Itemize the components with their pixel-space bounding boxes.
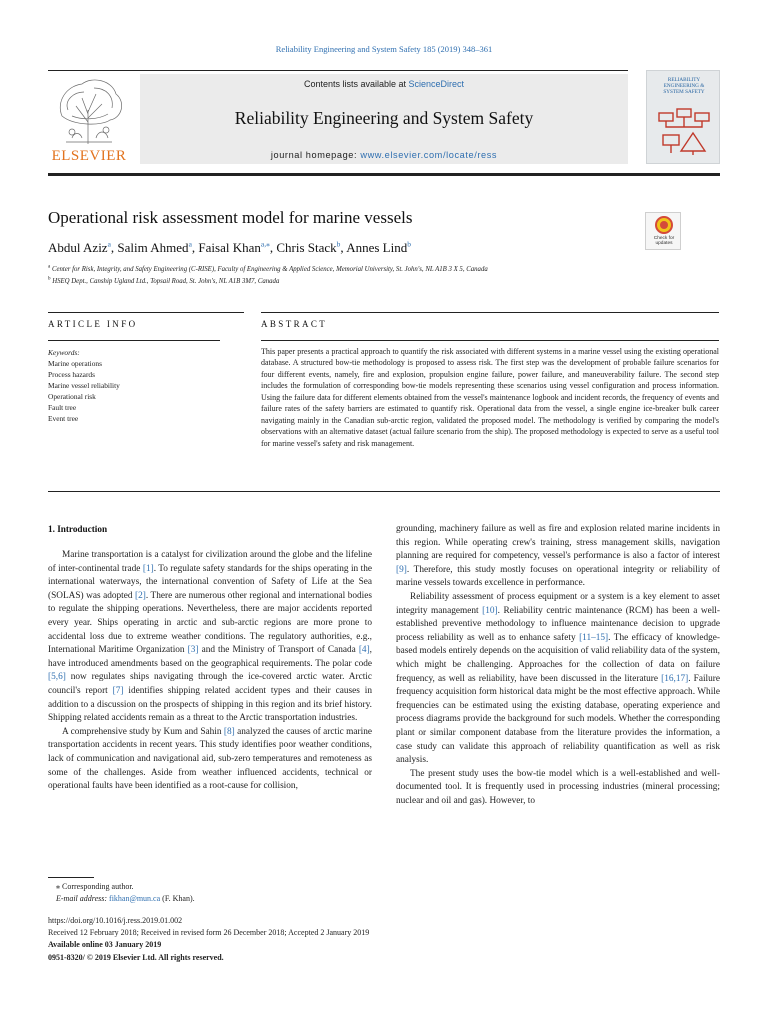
banner-bottom-rule <box>48 173 720 176</box>
author-name[interactable]: Salim Ahmed <box>117 240 189 255</box>
reference-link[interactable]: [2] <box>135 590 146 601</box>
intro-heading: 1. Introduction <box>48 524 108 534</box>
paragraph-text: and the Ministry of Transport of Canada <box>198 645 359 656</box>
reference-link[interactable]: [10] <box>482 605 498 616</box>
cover-diagram-icon <box>653 107 715 159</box>
paragraph-text: , have introduced amendments based on the geographical requirements. The polar code <box>48 645 372 669</box>
cover-title: RELIABILITY ENGINEERING & SYSTEM SAFETY <box>663 77 705 95</box>
reference-link[interactable]: [9] <box>396 564 407 575</box>
paragraph-text: . The efficacy of knowledge-based models entirely depends on the acquisition of valid reliability data of the system, which might be challenging. Approaches for the collection of data on failure frequency, as well as reliability, have been discussed in the literature <box>396 632 720 684</box>
paragraph-text: Reliability assessment of process equipment or a system is a key element to asset integrity management <box>396 591 720 616</box>
check-updates-text: Check for updates <box>653 236 675 246</box>
keyword-item: Fault tree <box>48 403 77 412</box>
author-separator: , <box>110 240 118 255</box>
header-rule <box>48 70 628 71</box>
paragraph-text: grounding, machinery failure as well as fire and explosion related marine incidents in this region. While operating crew's training, stress management skills, navigation planning are required for competency, vessel's performance is also a factor of interest <box>396 524 720 562</box>
paragraph-text: . Therefore, this study mostly focuses on operational integrity or reliability of marine vessels towards excellence in performance. <box>396 564 720 589</box>
paragraph-text: analyzed the causes of arctic marine transportation accidents in recent years. This study identifies poor weather conditions, lack of communication and navigational aid, sub-zero temperatures and remoteness as some of the challenges. Aside from weather influenced accidents, technical or operational faults have been identified as a root-cause for collision, <box>48 726 372 792</box>
author-affiliation-mark[interactable]: a <box>107 239 111 249</box>
reference-link[interactable]: [11–15] <box>579 632 609 643</box>
elsevier-wordmark: ELSEVIER <box>51 148 127 164</box>
sciencedirect-link[interactable]: ScienceDirect <box>408 79 465 89</box>
abstract-bottom-rule <box>48 491 720 492</box>
right-column <box>396 523 720 808</box>
reference-link[interactable]: [8] <box>223 726 235 737</box>
author-name[interactable]: Annes Lind <box>346 240 408 255</box>
paragraph-text: . There are numerous other regional and international bodies to regulate the shipping operations. Nevertheless, there are major accidents reported every year. Ships operating in arctic and sub-arctic regions are more prone to accidental loss due to extreme weather conditions. The regulatory authorities, e.g., International Maritime Organization <box>48 590 372 656</box>
journal-title: Reliability Engineering and System Safety <box>234 108 534 128</box>
footnote-rule <box>48 877 94 878</box>
article-info-heading: ARTICLE INFO <box>48 319 138 329</box>
paragraph-text: . Reliability centric maintenance (RCM) has been a well-established preventive methodology to influence maintenance decision to upgrade process reliability as well as to enhance safety <box>396 605 720 643</box>
reference-link[interactable]: [7] <box>112 685 124 696</box>
reference-link[interactable]: [4] <box>358 645 370 656</box>
paragraph-text: . Failure frequency acquisition form historical data might be the most effective approach. While frequencies can be estimated using the existing database, operating experience and process diagrams provide the background for such models. Whether the corresponding plant or similar component database from the literature provides the information, a case study can validate this approach of reliability quantification as well as risk analysis. <box>396 673 720 766</box>
abstract-top-rule <box>261 340 719 341</box>
journal-banner <box>140 74 628 164</box>
homepage-link[interactable]: www.elsevier.com/locate/ress <box>360 150 498 160</box>
elsevier-logo[interactable] <box>48 74 130 166</box>
paragraph-text: identifies shipping related accident types and their causes in addition to a discussion on the prospects of shipping in this region and its brief history. Shipping related accidents remain as a threat to the Arctic transportation industries. <box>48 685 372 724</box>
paragraph-text: . To regulate safety standards for the ships operating in the international waterways, the international convention of Safety of Life at the Sea (SOLAS) was adopted <box>48 563 372 601</box>
received-dates: Received 12 February 2018; Received in revised form 26 December 2018; Accepted 2 January 2019 <box>48 928 370 937</box>
left-column <box>48 549 372 794</box>
author-affiliation-mark[interactable]: b <box>336 239 341 249</box>
article-info-rule <box>48 312 244 313</box>
author-affiliation-mark[interactable]: a <box>188 239 192 249</box>
author-list <box>48 240 411 256</box>
affiliation-a: $^a$ Center for Risk, Integrity, and Safety Engineering (C-RISE), Faculty of Engineering & Applied Science, Memorial University, St. John's, NL A1B 3 X 5, Canada <box>48 264 488 273</box>
author-separator: , <box>340 240 347 255</box>
keywords-label: Keywords: <box>48 348 80 357</box>
keyword-item: Operational risk <box>48 392 96 401</box>
corresponding-author-note: ⁎ Corresponding author. <box>56 882 134 891</box>
intro-paragraph <box>396 768 720 809</box>
abstract-rule <box>261 312 719 313</box>
email-note: E-mail address: fikhan@mun.ca (F. Khan). <box>56 894 195 903</box>
paragraph-text: now regulates ships navigating through the ice-covered arctic water. Arctic council's report <box>48 672 372 696</box>
doi-link[interactable]: https://doi.org/10.1016/j.ress.2019.01.002 <box>48 916 183 925</box>
keywords-rule <box>48 340 220 341</box>
author-separator: , <box>191 240 199 255</box>
copyright: 0951-8320/ © 2019 Elsevier Ltd. All rights reserved. <box>48 953 224 962</box>
available-online: Available online 03 January 2019 <box>48 940 162 949</box>
check-updates-icon <box>655 216 673 234</box>
journal-cover[interactable] <box>646 70 720 164</box>
elsevier-tree-icon <box>52 76 126 146</box>
intro-paragraph <box>396 523 720 591</box>
reference-link[interactable]: [16,17] <box>661 673 689 684</box>
check-for-updates-badge[interactable] <box>645 212 681 250</box>
paragraph-text: Marine transportation is a catalyst for civilization around the globe and the lifeline of inter-continental trade <box>48 550 372 574</box>
journal-citation[interactable]: Reliability Engineering and System Safety 185 (2019) 348–361 <box>275 44 493 54</box>
email-link[interactable]: fikhan@mun.ca <box>109 894 161 903</box>
paragraph-text: The present study uses the bow-tie model which is a well-established and well-documented tool. It is frequently used in processing industries (mineral processing; nuclear and oil and gas). However, to <box>396 768 720 806</box>
keyword-item: Process hazards <box>48 370 95 379</box>
paper-title: Operational risk assessment model for marine vessels <box>48 208 413 227</box>
intro-paragraph <box>48 726 372 794</box>
abstract-text: This paper presents a practical approach to quantify the risk associated with different systems in a marine vessel using the existing operational database. A structured bow-tie methodology is proposed to assess risk. The first step was the development of probable failure scenarios for four different events, namely, fire and explosion, propulsion engine failure, power failure, and maneuverability failure. The second step includes the formulation of corresponding bow-tie models representing these scenarios using vessel configuration and process information. Using the failure data for different elements obtained from the vessel's maintenance logbook and incident records, the frequency of events and failure rates of the safety barriers are estimated to quantify risk. Operational data from the vessel, a single engine ice-breaker bulk career navigating mainly in the Canadian sub-arctic region, validated the proposed model. The methodology is verified by comparing the model's observations with an alternative dataset (actual failure scenario from the ship). The proposed methodology is expected to serve as a useful tool for marine vessel's safety and risk management. <box>261 347 719 448</box>
author-name[interactable]: Chris Stack <box>276 240 337 255</box>
affiliation-b: $^b$ HSEQ Dept., Canship Ugland Ltd., Topsail Road, St. John's, NL A1B 3M7, Canada <box>48 276 280 285</box>
keyword-item: Marine vessel reliability <box>48 381 120 390</box>
author-affiliation-mark[interactable]: a,⁎ <box>260 239 270 249</box>
author-separator: , <box>269 240 277 255</box>
author-affiliation-mark[interactable]: b <box>407 239 411 249</box>
intro-paragraph <box>396 591 720 768</box>
contents-line: Contents lists available at ScienceDirect <box>303 79 465 89</box>
paragraph-text: A comprehensive study by Kum and Sahin <box>62 726 224 737</box>
keywords-list <box>48 347 120 424</box>
reference-link[interactable]: [3] <box>187 645 199 656</box>
reference-link[interactable]: [1] <box>142 563 154 574</box>
keyword-item: Event tree <box>48 414 79 423</box>
intro-paragraph <box>48 549 372 726</box>
reference-link[interactable]: [5,6] <box>48 672 66 683</box>
author-name[interactable]: Faisal Khan <box>198 240 261 255</box>
journal-homepage: journal homepage: www.elsevier.com/locate/ress <box>270 150 498 160</box>
abstract-heading: ABSTRACT <box>261 319 328 329</box>
author-name[interactable]: Abdul Aziz <box>48 240 108 255</box>
keyword-item: Marine operations <box>48 359 102 368</box>
